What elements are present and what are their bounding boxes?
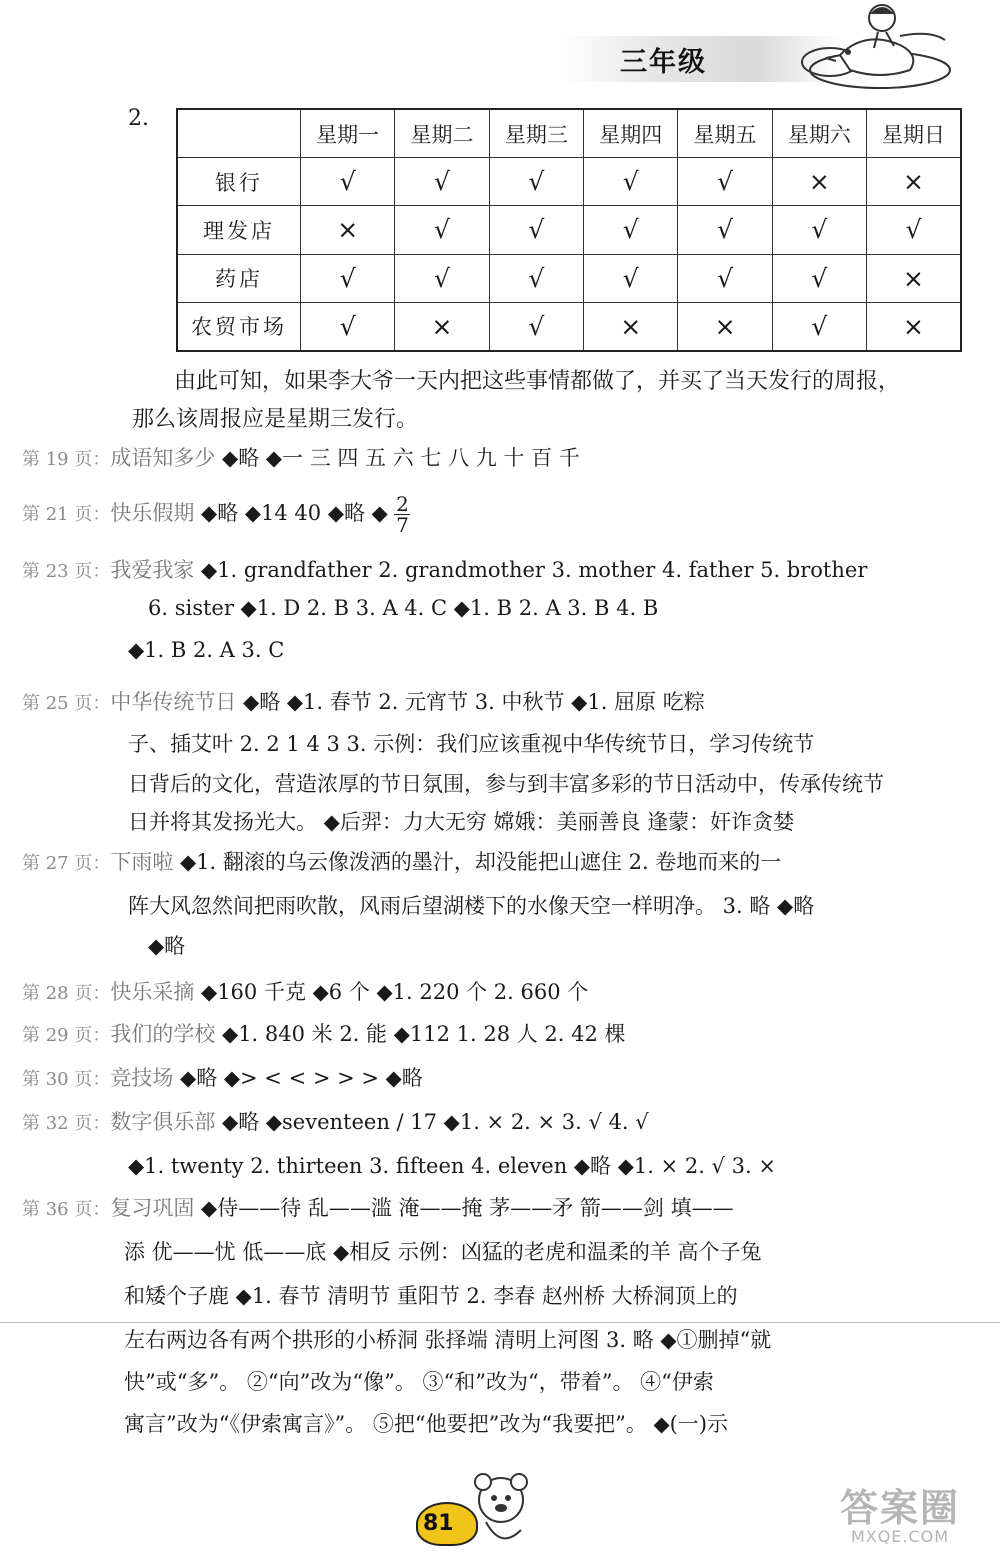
table-corner-cell bbox=[177, 109, 301, 158]
fraction bbox=[394, 494, 410, 535]
section-topic: 快乐假期 bbox=[110, 501, 195, 525]
section-topic: 中华传统节日 bbox=[110, 690, 237, 714]
answer-line: 阵大风忽然间把雨吹散，风雨后望湖楼下的水像天空一样明净。 3. 略 ◆略 bbox=[128, 894, 815, 918]
column-header: 星期五 bbox=[678, 109, 772, 158]
answer-entry-p28 bbox=[22, 976, 588, 1006]
table-cell: √ bbox=[584, 158, 678, 206]
grade-title: 三年级 bbox=[620, 47, 707, 78]
answer-text: ◆略 ◆1. 春节 2. 元宵节 3. 中秋节 ◆1. 屈原 吃粽 bbox=[243, 690, 705, 714]
answer-entry-p30 bbox=[22, 1062, 423, 1092]
answer-text: ◆侍——待 乱——滥 淹——掩 茅——矛 箭——剑 填—— bbox=[201, 1196, 734, 1220]
table-cell: √ bbox=[301, 302, 395, 351]
table-cell: √ bbox=[489, 158, 583, 206]
table-cell: √ bbox=[584, 254, 678, 302]
answer-entry-p27 bbox=[22, 846, 781, 876]
table-cell: √ bbox=[395, 158, 489, 206]
section-divider bbox=[0, 1322, 1000, 1323]
table-cell: × bbox=[678, 302, 772, 351]
page-number: 81 bbox=[423, 1511, 454, 1536]
table-cell: × bbox=[867, 254, 961, 302]
answer-entry-p21 bbox=[22, 494, 410, 535]
page-reference: 第 29 页： bbox=[22, 1025, 111, 1046]
answer-line: 6. sister ◆1. D 2. B 3. A 4. C ◆1. B 2. A 3. B 4. B bbox=[148, 596, 659, 620]
table-cell: √ bbox=[772, 206, 866, 254]
page-reference: 第 27 页： bbox=[22, 853, 111, 874]
fraction-numerator: 2 bbox=[396, 492, 409, 516]
answer-line: 左右两边各有两个拱形的小桥洞 张择端 清明上河图 3. 略 ◆①删掉“就 bbox=[124, 1328, 772, 1352]
table-cell: √ bbox=[772, 254, 866, 302]
answer-line: ◆1. B 2. A 3. C bbox=[128, 638, 285, 662]
row-label: 理发店 bbox=[177, 206, 301, 254]
table-cell: √ bbox=[301, 158, 395, 206]
column-header: 星期一 bbox=[301, 109, 395, 158]
column-header: 星期三 bbox=[489, 109, 583, 158]
answer-entry-p25 bbox=[22, 686, 705, 716]
answer-text: ◆略 ◆14 40 ◆略 ◆ bbox=[201, 501, 388, 525]
table-cell: × bbox=[867, 158, 961, 206]
page-reference: 第 28 页： bbox=[22, 983, 111, 1004]
page-reference: 第 36 页： bbox=[22, 1199, 111, 1220]
answer-line: 日并将其发扬光大。 ◆后羿：力大无穷 嫦娥：美丽善良 逢蒙：奸诈贪婪 bbox=[128, 810, 795, 834]
table-cell: √ bbox=[395, 254, 489, 302]
answer-text: ◆略 ◆一 三 四 五 六 七 八 九 十 百 千 bbox=[222, 446, 580, 470]
table-row bbox=[177, 302, 961, 351]
answer-line: ◆1. twenty 2. thirteen 3. fifteen 4. eleven ◆略 ◆1. × 2. √ 3. × bbox=[128, 1154, 776, 1178]
page-reference: 第 21 页： bbox=[22, 504, 111, 525]
section-topic: 快乐采摘 bbox=[110, 980, 195, 1004]
answer-line: 子、插艾叶 2. 2 1 4 3 3. 示例：我们应该重视中华传统节日，学习传统节 bbox=[128, 732, 815, 756]
section-topic: 成语知多少 bbox=[110, 446, 216, 470]
question-number: 2. bbox=[128, 106, 149, 131]
table-cell: √ bbox=[584, 206, 678, 254]
table-cell: √ bbox=[678, 254, 772, 302]
section-topic: 数字俱乐部 bbox=[110, 1110, 216, 1134]
answer-line: 寓言”改为“《伊索寓言》”。 ⑤把“他要把”改为“我要把”。 ◆(一)示 bbox=[124, 1412, 729, 1436]
conclusion-line: 由此可知，如果李大爷一天内把这些事情都做了，并买了当天发行的周报， bbox=[174, 369, 901, 394]
watermark-logo: 答案圈 bbox=[839, 1486, 960, 1530]
answer-entry-p32 bbox=[22, 1106, 649, 1136]
answer-line: 和矮个子鹿 ◆1. 春节 清明节 重阳节 2. 李春 赵州桥 大桥洞顶上的 bbox=[124, 1284, 738, 1308]
answer-entry-p19 bbox=[22, 442, 580, 472]
answer-text: ◆略 ◆seventeen / 17 ◆1. × 2. × 3. √ 4. √ bbox=[222, 1110, 649, 1134]
row-label: 银行 bbox=[177, 158, 301, 206]
table-row bbox=[177, 254, 961, 302]
page-header bbox=[0, 0, 1000, 100]
table-cell: √ bbox=[395, 206, 489, 254]
table-cell: √ bbox=[772, 302, 866, 351]
table-cell: × bbox=[395, 302, 489, 351]
conclusion-line: 那么该周报应是星期三发行。 bbox=[132, 407, 419, 432]
answer-entry-p36 bbox=[22, 1192, 734, 1222]
table-row bbox=[177, 158, 961, 206]
section-topic: 我们的学校 bbox=[110, 1022, 216, 1046]
table-cell: √ bbox=[489, 254, 583, 302]
table-cell: √ bbox=[678, 206, 772, 254]
page-reference: 第 30 页： bbox=[22, 1069, 111, 1090]
bear-cartoon-icon bbox=[466, 1470, 536, 1550]
column-header: 星期六 bbox=[772, 109, 866, 158]
watermark-url: MXQE.COM bbox=[850, 1527, 950, 1546]
weekday-schedule-table bbox=[176, 108, 962, 352]
answer-text: ◆160 千克 ◆6 个 ◆1. 220 个 2. 660 个 bbox=[201, 980, 589, 1004]
answer-text: ◆1. grandfather 2. grandmother 3. mother 4. father 5. brother bbox=[201, 558, 868, 582]
answer-line: 快”或“多”。 ②“向”改为“像”。 ③“和”改为“，带着”。 ④“伊索 bbox=[124, 1370, 714, 1394]
bird-cartoon-icon bbox=[770, 0, 970, 100]
table-header-row bbox=[177, 109, 961, 158]
column-header: 星期四 bbox=[584, 109, 678, 158]
section-topic: 复习巩固 bbox=[110, 1196, 195, 1220]
table-cell: × bbox=[301, 206, 395, 254]
answer-text: ◆1. 翻滚的乌云像泼洒的墨汁，却没能把山遮住 2. 卷地而来的一 bbox=[180, 850, 782, 874]
row-label: 农贸市场 bbox=[177, 302, 301, 351]
table-cell: √ bbox=[678, 158, 772, 206]
table-cell: √ bbox=[489, 206, 583, 254]
table-row bbox=[177, 206, 961, 254]
column-header: 星期日 bbox=[867, 109, 961, 158]
answer-line: 添 优——忧 低——底 ◆相反 示例：凶猛的老虎和温柔的羊 高个子兔 bbox=[124, 1240, 762, 1264]
page-reference: 第 23 页： bbox=[22, 561, 111, 582]
answer-line: 日背后的文化，营造浓厚的节日氛围，参与到丰富多彩的节日活动中，传承传统节 bbox=[128, 772, 884, 796]
table-cell: × bbox=[584, 302, 678, 351]
answer-entry-p29 bbox=[22, 1018, 626, 1048]
table-cell: √ bbox=[867, 206, 961, 254]
section-topic: 我爱我家 bbox=[110, 558, 195, 582]
answer-text: ◆略 ◆> < < > > > ◆略 bbox=[180, 1066, 423, 1090]
table-cell: √ bbox=[301, 254, 395, 302]
page-reference: 第 25 页： bbox=[22, 693, 111, 714]
answer-text: ◆1. 840 米 2. 能 ◆112 1. 28 人 2. 42 棵 bbox=[222, 1022, 626, 1046]
page-reference: 第 19 页： bbox=[22, 449, 111, 470]
column-header: 星期二 bbox=[395, 109, 489, 158]
table-cell: × bbox=[772, 158, 866, 206]
answer-entry-p23 bbox=[22, 554, 867, 584]
section-topic: 竞技场 bbox=[110, 1066, 174, 1090]
answer-line: ◆略 bbox=[148, 934, 186, 958]
fraction-denominator: 7 bbox=[396, 513, 409, 537]
watermark bbox=[810, 1488, 990, 1548]
section-topic: 下雨啦 bbox=[110, 850, 174, 874]
table-cell: √ bbox=[489, 302, 583, 351]
row-label: 药店 bbox=[177, 254, 301, 302]
page-reference: 第 32 页： bbox=[22, 1113, 111, 1134]
table-cell: × bbox=[867, 302, 961, 351]
